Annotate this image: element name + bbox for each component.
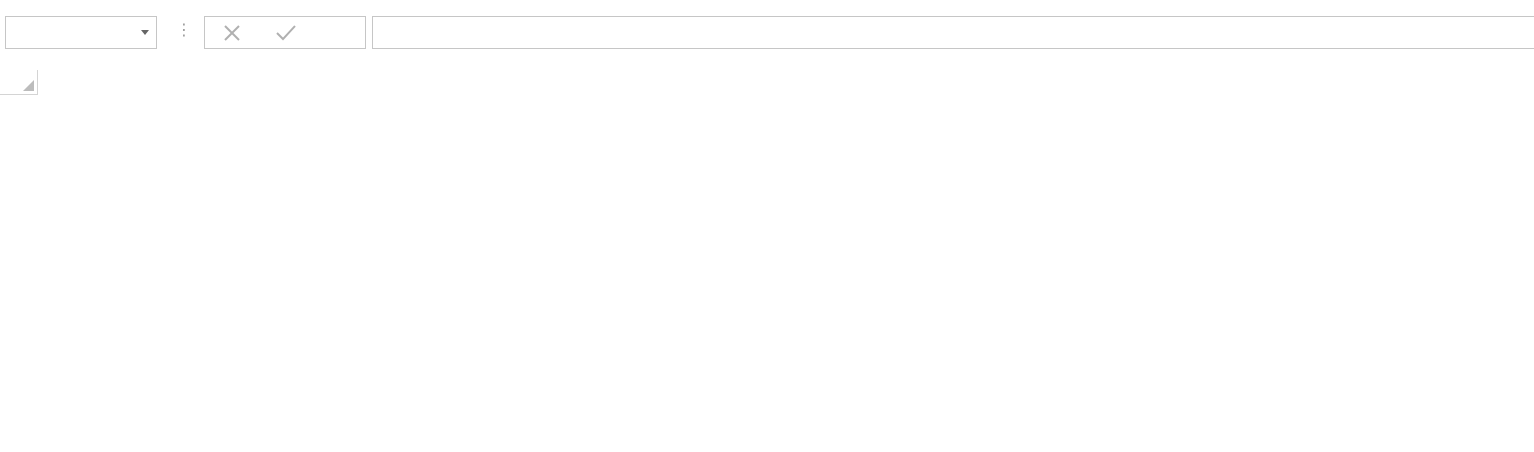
- enter-check-icon[interactable]: [268, 21, 304, 45]
- more-options-icon[interactable]: ⋮: [176, 20, 192, 39]
- chevron-down-icon[interactable]: [141, 30, 149, 35]
- formula-bar-area: [0, 0, 1534, 66]
- name-box[interactable]: [5, 16, 157, 49]
- formula-buttons: [204, 16, 366, 49]
- insert-function-button[interactable]: [320, 21, 356, 45]
- cancel-icon[interactable]: [214, 21, 250, 45]
- select-all-button[interactable]: [0, 70, 38, 95]
- formula-input[interactable]: [372, 16, 1534, 49]
